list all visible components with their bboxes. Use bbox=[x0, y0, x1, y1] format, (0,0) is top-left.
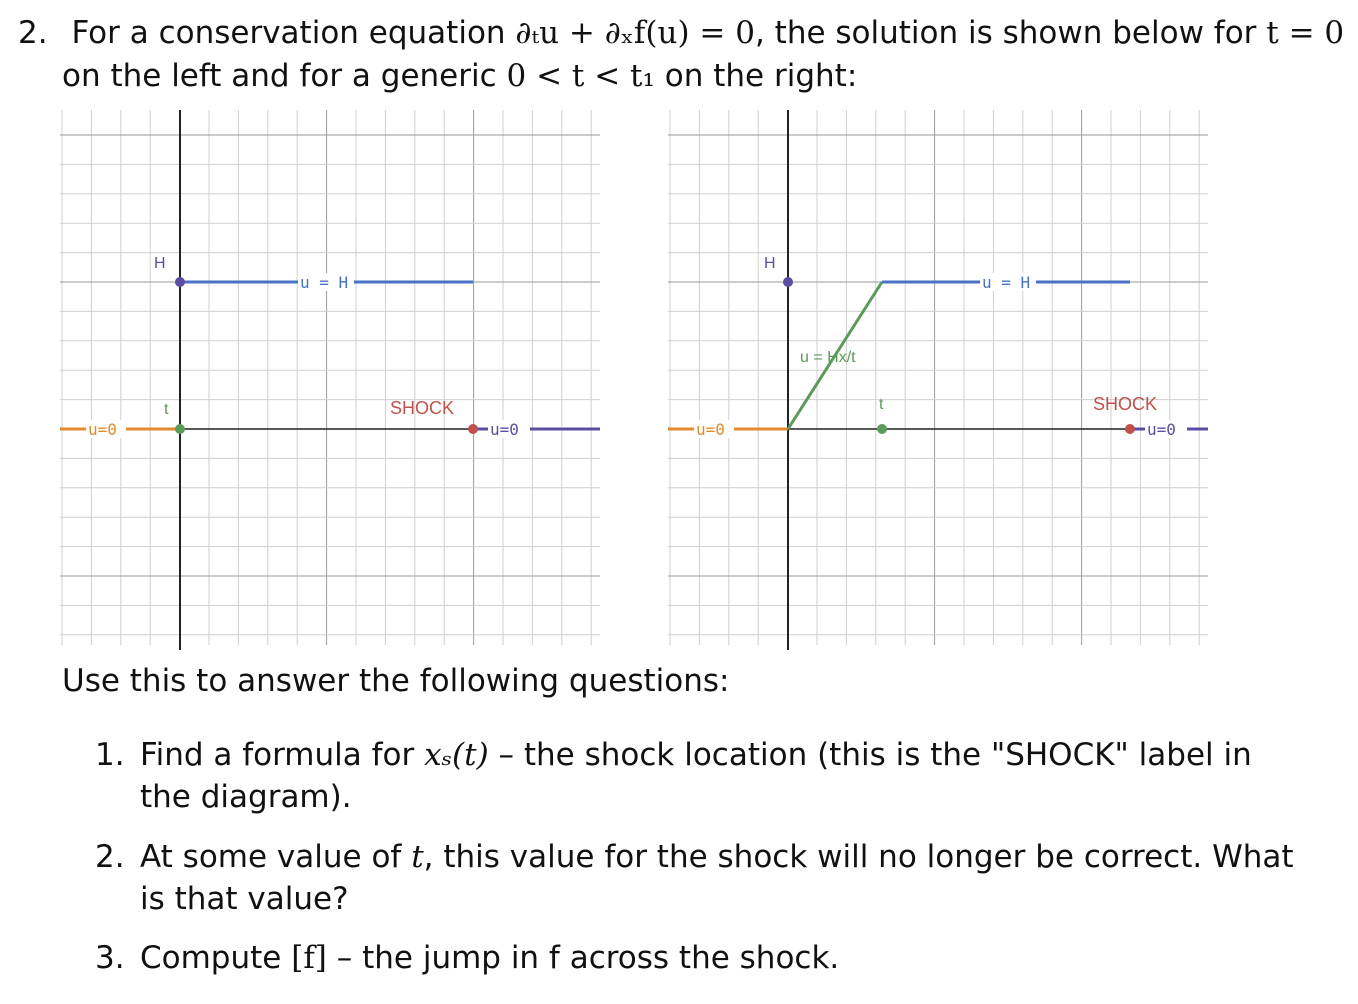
t-label: t bbox=[879, 396, 884, 413]
problem-line-2 bbox=[62, 55, 857, 97]
question-text-post: , this value for the shock will no longer be correct. What is that value? bbox=[140, 839, 1294, 917]
question-math: xₛ(t) bbox=[424, 737, 489, 773]
shock-label: SHOCK bbox=[1093, 394, 1158, 414]
grid-right bbox=[668, 110, 1208, 645]
shock-point bbox=[468, 424, 478, 434]
problem-line-1 bbox=[18, 12, 1344, 54]
question-text-post: – the shock location (this is the "SHOCK" label in the diagram). bbox=[140, 737, 1252, 815]
figure-right bbox=[668, 105, 1228, 650]
problem-text-2b: on the right: bbox=[654, 58, 858, 94]
t-label: t bbox=[164, 401, 169, 418]
question-math: [f] bbox=[291, 940, 327, 976]
H-point bbox=[175, 277, 185, 287]
question-math: t bbox=[411, 839, 424, 875]
u0-right-label: u=0 bbox=[1147, 420, 1176, 439]
shock-point bbox=[1125, 424, 1135, 434]
figure-left bbox=[60, 105, 620, 650]
time-zero: t = 0 bbox=[1266, 15, 1345, 51]
t-point bbox=[877, 424, 887, 434]
H-point bbox=[783, 277, 793, 287]
ramp-label: u = Hx/t bbox=[800, 349, 856, 366]
uH-label: u = H bbox=[300, 273, 349, 292]
u0-left-label: u=0 bbox=[88, 420, 117, 439]
question-text-post: – the jump in f across the shock. bbox=[326, 940, 840, 976]
question-number: 1. bbox=[95, 737, 125, 773]
problem-number: 2. bbox=[18, 15, 48, 51]
question-text bbox=[140, 734, 1310, 818]
conservation-equation: ∂ₜu + ∂ₓf(u) = 0 bbox=[515, 15, 755, 51]
H-label: H bbox=[154, 255, 166, 272]
u0-left-label: u=0 bbox=[696, 420, 725, 439]
problem-text-1a: For a conservation equation bbox=[71, 15, 516, 51]
t-point bbox=[175, 424, 185, 434]
problem-text-2a: on the left and for a generic bbox=[62, 58, 507, 94]
time-range: 0 < t < t₁ bbox=[506, 58, 655, 94]
uH-label: u = H bbox=[982, 273, 1031, 292]
question-number: 2. bbox=[95, 839, 125, 875]
problem-text-1b: , the solution is shown below for bbox=[754, 15, 1267, 51]
intro-text: Use this to answer the following questions: bbox=[62, 663, 730, 699]
question-text-pre: Find a formula for bbox=[140, 737, 425, 773]
question-text-pre: At some value of bbox=[140, 839, 412, 875]
question-text bbox=[140, 836, 1310, 920]
u0-right-label: u=0 bbox=[490, 420, 519, 439]
shock-label: SHOCK bbox=[390, 398, 455, 418]
question-text bbox=[140, 937, 1310, 979]
question-text-pre: Compute bbox=[140, 940, 292, 976]
grid-left bbox=[60, 110, 600, 645]
question-number: 3. bbox=[95, 940, 125, 976]
H-label: H bbox=[764, 255, 776, 272]
